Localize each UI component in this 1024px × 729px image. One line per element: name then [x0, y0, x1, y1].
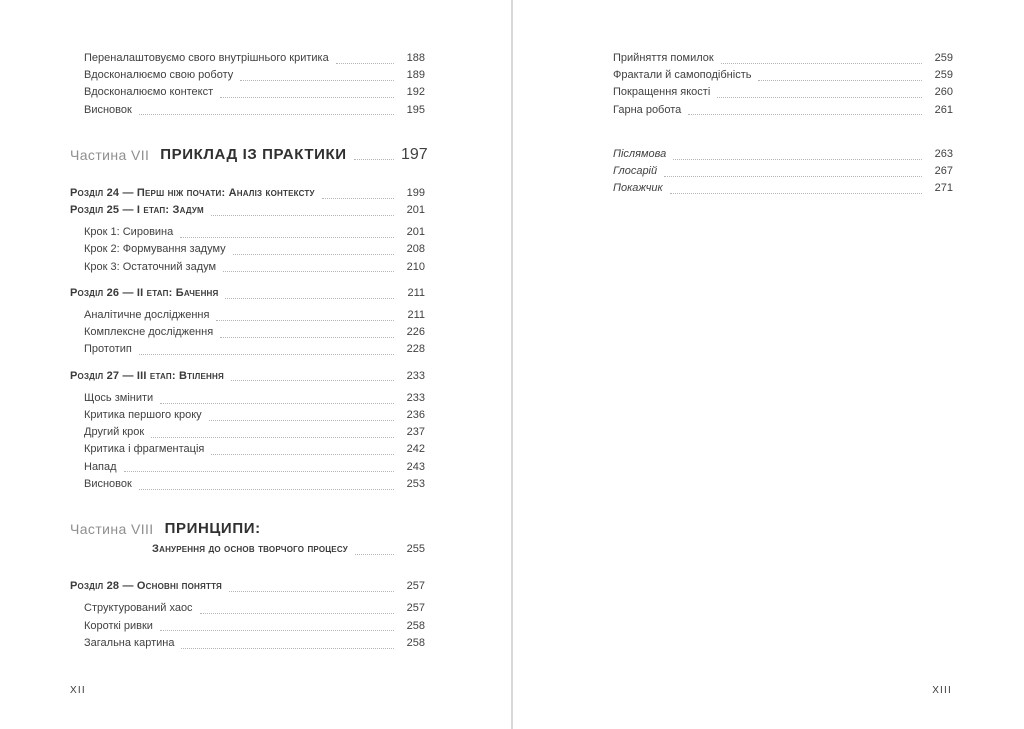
toc-entry-label: Фрактали й самоподібність: [613, 69, 752, 82]
toc-entry: [70, 578, 425, 595]
leader-dots: [220, 97, 394, 98]
toc-block-sub: [70, 50, 425, 119]
part-number-label: Частина VIII: [70, 521, 154, 538]
leader-dots: [336, 63, 394, 64]
toc-entry: [70, 341, 425, 358]
toc-entry-page: 211: [407, 309, 425, 322]
toc-entry: [613, 102, 953, 119]
leader-dots: [211, 454, 394, 455]
toc-entry-page: 271: [934, 182, 953, 195]
toc-entry-page: 263: [934, 147, 953, 160]
toc-entry: [70, 307, 425, 324]
toc-entry: [613, 180, 953, 197]
toc-block-sub: [70, 307, 425, 359]
leader-dots: [160, 630, 394, 631]
toc-entry-label: Гарна робота: [613, 103, 682, 116]
toc-entry-page: 197: [401, 145, 428, 163]
leader-dots: [124, 471, 394, 472]
leader-dots: [322, 198, 394, 199]
toc-entry-label: Розділ 25 — I етап: Задум: [70, 204, 204, 217]
leader-dots: [664, 176, 922, 177]
toc-entry-label: Розділ 28 — Основні поняття: [70, 580, 222, 593]
leader-dots: [240, 80, 394, 81]
toc-entry-page: 201: [406, 226, 425, 239]
toc-block-chapter: [70, 285, 425, 302]
toc-entry: [70, 50, 425, 67]
toc-left-content: [70, 50, 428, 652]
toc-entry-page: 260: [934, 86, 953, 99]
toc-right-content: [613, 50, 953, 197]
toc-entry-page: 189: [406, 69, 425, 82]
part-title: ПРИНЦИПИ:: [164, 520, 261, 538]
toc-entry: [70, 476, 425, 493]
toc-entry: [70, 224, 425, 241]
toc-entry: [70, 241, 425, 258]
toc-entry-page: 261: [934, 103, 953, 116]
toc-entry: [613, 67, 953, 84]
toc-block-sub: [70, 600, 425, 652]
toc-entry-label: Покращення якості: [613, 86, 711, 99]
toc-block-part: [70, 519, 425, 558]
toc-entry: [70, 441, 425, 458]
toc-entry: [70, 324, 425, 341]
toc-entry-page: 228: [406, 343, 425, 356]
toc-entry-label: Напад: [84, 460, 117, 473]
toc-entry-label: Вдосконалюємо контекст: [84, 86, 214, 99]
toc-entry-label: Вдосконалюємо свою роботу: [84, 69, 234, 82]
toc-entry: [613, 84, 953, 101]
toc-block-sub: [70, 224, 425, 276]
toc-block-backmatter: [613, 146, 953, 198]
toc-entry: [70, 368, 425, 385]
toc-entry: [70, 635, 425, 652]
toc-entry-label: Крок 3: Остаточний задум: [84, 260, 217, 273]
leader-dots: [160, 403, 394, 404]
leader-dots: [180, 237, 394, 238]
leader-dots: [139, 354, 394, 355]
toc-entry: [70, 185, 425, 202]
toc-part-heading: [70, 519, 425, 539]
toc-entry-label: Прототип: [84, 343, 132, 356]
toc-entry-label: Прийняття помилок: [613, 52, 714, 64]
toc-entry: [70, 202, 425, 219]
toc-entry-page: 259: [934, 52, 953, 64]
leader-dots: [209, 420, 394, 421]
toc-entry-label: Висновок: [84, 103, 132, 116]
toc-entry: [70, 390, 425, 407]
toc-entry-page: 192: [406, 86, 425, 99]
toc-entry-label: Переналаштовуємо свого внутрішнього критика: [84, 52, 329, 64]
toc-entry-label: Розділ 24 — Перш ніж почати: Аналіз контексту: [70, 186, 315, 199]
leader-dots: [229, 591, 394, 592]
toc-entry: [613, 50, 953, 67]
toc-entry-page: 226: [406, 326, 425, 339]
toc-entry-label: Аналітичне дослідження: [84, 309, 210, 322]
toc-entry-label: Покажчик: [613, 182, 663, 195]
leader-dots: [225, 298, 394, 299]
toc-entry-page: 257: [406, 602, 425, 615]
toc-entry: [70, 102, 425, 119]
toc-entry-page: 253: [406, 477, 425, 490]
toc-entry-page: 267: [934, 165, 953, 178]
toc-entry: [70, 67, 425, 84]
leader-dots: [721, 63, 922, 64]
leader-dots: [688, 114, 922, 115]
toc-entry-label: Післямова: [613, 147, 667, 160]
toc-entry-label: Короткі ривки: [84, 619, 153, 632]
leader-dots: [758, 80, 922, 81]
leader-dots: [211, 215, 394, 216]
leader-dots: [223, 271, 394, 272]
toc-entry-label: Щось змінити: [84, 391, 154, 404]
toc-entry-page: 195: [406, 103, 425, 116]
toc-entry: [70, 285, 425, 302]
toc-entry-page: 211: [407, 286, 425, 299]
toc-entry-page: 259: [934, 69, 953, 82]
toc-entry-page: 188: [406, 52, 425, 64]
toc-page-left: [0, 0, 511, 729]
leader-dots: [717, 97, 922, 98]
folio-right: XIII: [932, 685, 952, 696]
toc-entry-label: Загальна картина: [84, 636, 175, 649]
toc-entry-page: 233: [406, 391, 425, 404]
leader-dots: [220, 337, 394, 338]
toc-entry: [613, 163, 953, 180]
toc-entry-page: 237: [406, 426, 425, 439]
toc-block-sub: [70, 390, 425, 493]
toc-entry: [70, 424, 425, 441]
toc-entry-page: 242: [406, 443, 425, 456]
toc-entry-label: Глосарій: [613, 165, 658, 178]
folio-left: XII: [70, 685, 86, 696]
leader-dots: [231, 380, 394, 381]
leader-dots: [139, 114, 394, 115]
toc-entry-label: Другий крок: [84, 426, 145, 439]
toc-block-chapter: [70, 578, 425, 595]
toc-entry-label: Крок 1: Сировина: [84, 226, 174, 239]
toc-page-right: [513, 0, 1024, 729]
leader-dots: [216, 320, 394, 321]
toc-entry-label: Розділ 26 — II етап: Бачення: [70, 286, 219, 299]
toc-block-part: [70, 145, 428, 165]
toc-entry-page: 258: [406, 619, 425, 632]
leader-dots: [139, 489, 394, 490]
leader-dots: [670, 193, 922, 194]
leader-dots: [151, 437, 394, 438]
toc-entry: [70, 541, 425, 558]
part-number-label: Частина VII: [70, 146, 150, 163]
toc-entry: [70, 459, 425, 476]
toc-entry-label: Структурований хаос: [84, 602, 193, 615]
part-title: ПРИКЛАД ІЗ ПРАКТИКИ: [160, 145, 347, 163]
toc-entry-label: Комплексне дослідження: [84, 326, 214, 339]
toc-entry-page: 199: [406, 186, 425, 199]
toc-entry: [70, 618, 425, 635]
toc-block-chapter: [70, 368, 425, 385]
leader-dots: [354, 159, 394, 160]
toc-entry-page: 258: [406, 636, 425, 649]
toc-entry-label: Розділ 27 — III етап: Втілення: [70, 369, 224, 382]
toc-block-plain: [613, 50, 953, 119]
toc-entry-label: Висновок: [84, 477, 132, 490]
toc-entry: [70, 259, 425, 276]
toc-entry: [70, 407, 425, 424]
leader-dots: [355, 554, 394, 555]
toc-entry-page: 210: [406, 260, 425, 273]
toc-block-chapter: [70, 185, 425, 219]
leader-dots: [233, 254, 394, 255]
leader-dots: [200, 613, 394, 614]
toc-entry-page: 255: [406, 543, 425, 556]
toc-entry: [613, 146, 953, 163]
toc-entry-label: Критика першого кроку: [84, 409, 202, 422]
toc-entry-page: 233: [406, 369, 425, 382]
toc-entry-page: 243: [406, 460, 425, 473]
toc-entry-page: 236: [406, 409, 425, 422]
toc-entry-label: Занурення до основ творчого процесу: [152, 543, 348, 556]
toc-part-heading: [70, 145, 428, 165]
toc-entry-page: 201: [406, 204, 425, 217]
toc-entry-page: 257: [406, 580, 425, 593]
leader-dots: [181, 648, 394, 649]
toc-entry: [70, 84, 425, 101]
toc-entry-label: Крок 2: Формування задуму: [84, 243, 226, 256]
toc-entry-label: Критика і фрагментація: [84, 443, 205, 456]
toc-entry-page: 208: [406, 243, 425, 256]
leader-dots: [673, 159, 922, 160]
toc-entry: [70, 600, 425, 617]
